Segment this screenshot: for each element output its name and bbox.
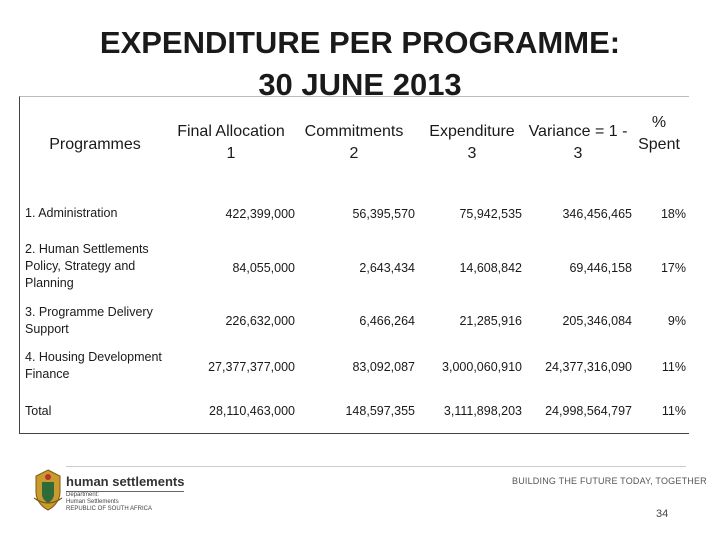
title-line-1: EXPENDITURE PER PROGRAMME: [99, 25, 621, 60]
cell-spent: 11% [661, 360, 686, 374]
cell-variance: 69,446,158 [569, 261, 632, 275]
header-percent-spent: % Spent [638, 114, 680, 153]
cell-allocation: 28,110,463,000 [209, 404, 295, 418]
cell-expenditure: 3,111,898,203 [443, 404, 522, 418]
cell-expenditure: 21,285,916 [459, 314, 522, 328]
slide-title [0, 22, 720, 106]
cell-commitments: 2,643,434 [359, 261, 415, 275]
brand-line-1: Department: [66, 492, 100, 498]
cell-expenditure: 75,942,535 [459, 207, 522, 221]
cell-commitments: 6,466,264 [359, 314, 415, 328]
header-commitments: Commitments 2 [304, 123, 404, 162]
coat-of-arms-icon [30, 468, 66, 512]
cell-commitments: 83,092,087 [352, 360, 415, 374]
cell-allocation: 84,055,000 [232, 261, 295, 275]
page-number: 34 [656, 508, 669, 520]
row-label-policy: 2. Human Settlements Policy, Strategy and Planning [25, 242, 149, 290]
cell-expenditure: 14,608,842 [459, 261, 522, 275]
cell-variance: 346,456,465 [562, 207, 632, 221]
footer-divider [66, 466, 686, 467]
cell-commitments: 56,395,570 [352, 207, 415, 221]
cell-spent: 11% [661, 404, 686, 418]
cell-spent: 18% [660, 207, 686, 221]
cell-variance: 24,377,316,090 [545, 360, 632, 374]
header-variance: Variance = 1 - 3 [528, 123, 628, 162]
cell-spent: 17% [660, 261, 686, 275]
cell-allocation: 27,377,377,000 [208, 360, 295, 374]
cell-spent: 9% [667, 314, 686, 328]
row-label-administration: 1. Administration [25, 206, 118, 220]
cell-commitments: 148,597,355 [345, 404, 415, 418]
row-label-delivery-support: 3. Programme Delivery Support [25, 305, 153, 336]
brand-name: human settlements [66, 474, 184, 492]
cell-allocation: 226,632,000 [225, 314, 295, 328]
cell-variance: 24,998,564,797 [545, 404, 632, 418]
brand-line-3: REPUBLIC OF SOUTH AFRICA [66, 506, 153, 512]
footer-tagline: BUILDING THE FUTURE TODAY, TOGETHER [512, 476, 707, 486]
header-final-allocation: Final Allocation 1 [177, 123, 285, 162]
row-label-total: Total [25, 404, 52, 418]
row-label-housing-finance: 4. Housing Development Finance [25, 350, 162, 381]
header-programmes: Programmes [49, 136, 141, 153]
header-expenditure: Expenditure 3 [429, 123, 515, 162]
cell-variance: 205,346,084 [562, 314, 632, 328]
brand-line-2: Human Settlements [66, 499, 119, 505]
cell-allocation: 422,399,000 [225, 207, 295, 221]
department-brand [66, 474, 184, 513]
cell-expenditure: 3,000,060,910 [442, 360, 522, 374]
title-line-2: 30 JUNE 2013 [258, 67, 462, 102]
